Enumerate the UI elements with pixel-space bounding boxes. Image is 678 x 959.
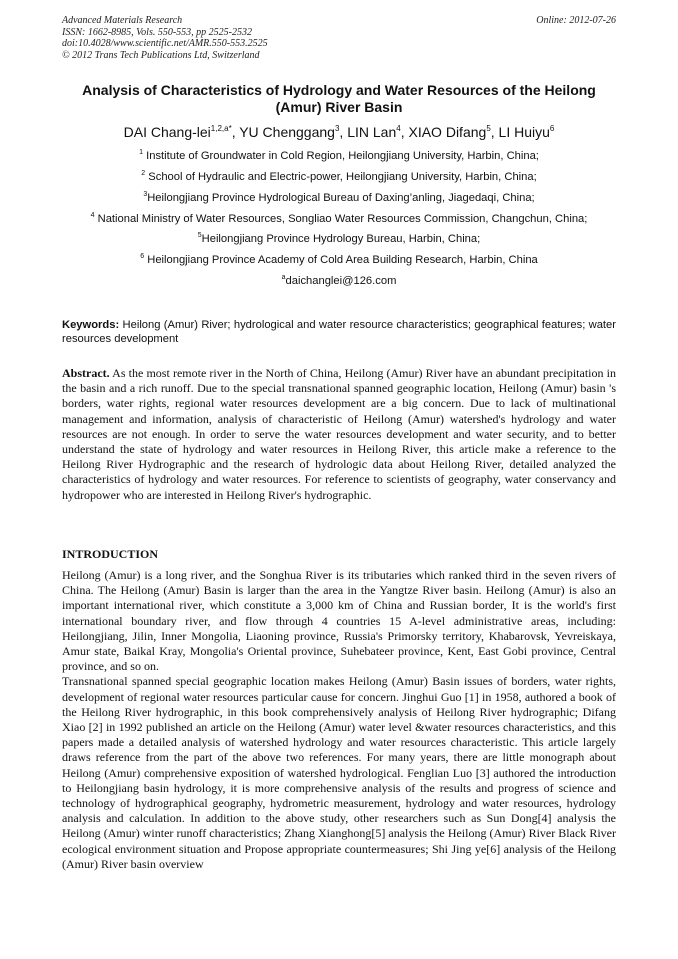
journal-header <box>62 15 616 61</box>
author-email: $^a$daichanglei@126.com <box>281 274 397 287</box>
author: LIN Lan$^4$, <box>347 124 409 140</box>
abstract-label: Abstract. <box>62 366 110 380</box>
abstract <box>62 366 616 503</box>
online-date: Online: 2012-07-26 <box>536 15 616 26</box>
author: DAI Chang-lei$^{1,2,a*}$, <box>123 124 240 140</box>
affiliation: $^5$Heilongjiang Province Hydrology Bureau, Harbin, China; <box>197 232 481 245</box>
abstract-text: As the most remote river in the North of China, Heilong (Amur) River have an abundant precipitation in the basin and a rich runoff. Due to the special transnational spanned geographic location, Heilong (Amur) basin 's borders, water rights, regional water resources development are a big concern. Due to lack of multinational management and information, analysis of characteristic of Heilong (Amur) watershed's hydrology and water resources are not enough. In order to serve the water resources development and water security, and to better understand the state of hydrology and water resources in Heilong River, this article make a reference to the Heilong River Hydrographic and the research of hydrologic data about Heilong River, detailed analyzed the characteristics of hydrology and water resources. For reference to scientists of geography, water conservancy and hydropower who are interested in Heilong River's hydrographic. <box>62 366 616 502</box>
issn-line: ISSN: 1662-8985, Vols. 550-553, pp 2525-2532 <box>62 26 252 38</box>
doi-line: doi:10.4028/www.scientific.net/AMR.550-553.2525 <box>62 38 268 49</box>
affiliation: $^3$Heilongjiang Province Hydrological Bureau of Daxing’anling, Jiagedaqi, China; <box>143 191 535 204</box>
keywords-label: Keywords: <box>62 319 120 331</box>
author: XIAO Difang$^5$, <box>408 124 499 140</box>
journal-name: Advanced Materials Research <box>62 15 183 26</box>
paragraph: Heilong (Amur) is a long river, and the Songhua River is its tributaries which ranked third in the seven rivers of China. The Heilong (Amur) Basin is larger than the area in the Yangtze River basin. Heilong (Amur) is also an important international river, which constitute a 3,000 km of China and Russian border, It is the world's first international boundary river, and flow through 4 countries 15 A-level administrative areas, including: Heilongjiang, Jilin, Inner Mongolia, Liaoning province, Russia's Primorsky territory, Khabarovsk, Yevreiskaya, Amur state, Baikal Kray, Mongolia's Oriental province, Suhebateer province, Kent, East Gobi province, Central province, and so on. <box>62 568 616 674</box>
copyright-line: © 2012 Trans Tech Publications Ltd, Switzerland <box>62 49 260 61</box>
keywords <box>62 318 616 346</box>
introduction-body <box>62 568 616 872</box>
keywords-text: Heilong (Amur) River; hydrological and water resource characteristics; geographical features; water resources development <box>62 319 616 345</box>
affiliation: $^4$ National Ministry of Water Resources, Songliao Water Resources Commission, Changchun, China; <box>90 212 588 225</box>
paper-title: Analysis of Characteristics of Hydrology and Water Resources of the Heilong (Amur) River Basin <box>82 82 596 115</box>
affiliation: $^1$ Institute of Groundwater in Cold Region, Heilongjiang University, Harbin, China; <box>139 149 539 162</box>
affiliation-list <box>62 149 616 295</box>
affiliation: $^2$ School of Hydraulic and Electric-power, Heilongjiang University, Harbin, China; <box>141 170 537 183</box>
author: YU Chenggang$^3$, <box>239 124 348 140</box>
affiliation: $^6$ Heilongjiang Province Academy of Cold Area Building Research, Harbin, China <box>140 253 538 266</box>
paragraph: Transnational spanned special geographic location makes Heilong (Amur) Basin issues of borders, water rights, development of regional water resources particular cause for concern. Jinghui Guo [1] in 1958, authored a book of the Heilong River hydrographic, in this book comprehensively analysis of Heilong River hydrographic; Difang Xiao [2] in 1992 published an article on the Heilong (Amur) water level &water resources characteristics, and this papers made a detailed analysis of watershed hydrology and water resources characteristic. This article largely draws reference from the part of the above two references. For many years, there are little monograph about Heilong (Amur) comprehensive exposition of watershed hydrological. Fenglian Luo [3] authored the introduction to Heilongjiang basin hydrology, it is more comprehensive analysis of the results and progress of science and technology of hydrographical geography, hydrometric measurement, hydrology and water resources, hydrology analysis and calculation. In addition to the above study, other researchers such as Sun Dong[4] analysis the Heilong (Amur) winter runoff characteristics; Zhang Xianghong[5] analysis the Heilong (Amur) River Black River ecological environment situation and Propose appropriate countermeasures; Shi Jing ye[6] analysis of the Heilong (Amur) River basin overview <box>62 674 616 871</box>
author: LI Huiyu$^6$ <box>498 124 555 140</box>
section-heading: INTRODUCTION <box>62 547 159 561</box>
author-list <box>62 124 616 141</box>
